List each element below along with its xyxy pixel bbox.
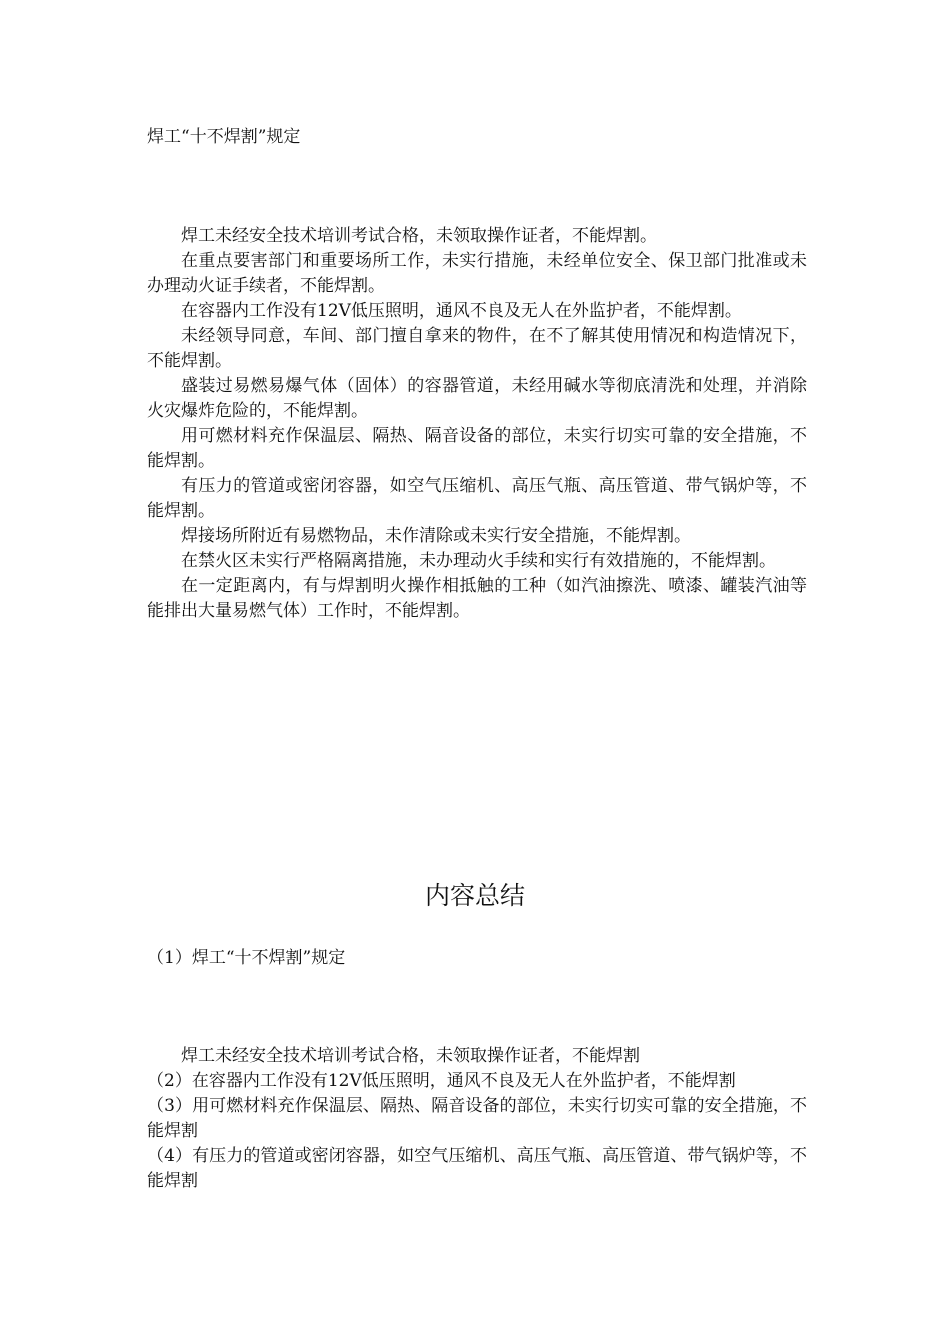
summary-item-4: （4）有压力的管道或密闭容器，如空气压缩机、高压气瓶、高压管道、带气锅炉等，不能焊割 xyxy=(147,1146,807,1191)
rule-item: 用可燃材料充作保温层、隔热、隔音设备的部位，未实行切实可靠的安全措施，不能焊割。 xyxy=(147,426,807,471)
rule-item: 在重点要害部门和重要场所工作，未实行措施，未经单位安全、保卫部门批准或未办理动火证手续者，不能焊割。 xyxy=(147,251,807,296)
summary-item-1: （1）焊工“十不焊割”规定 xyxy=(147,948,346,968)
rule-item: 盛装过易燃易爆气体（固体）的容器管道，未经用碱水等彻底清洗和处理，并消除火灾爆炸危险的，不能焊割。 xyxy=(147,376,807,421)
rule-item: 在禁火区未实行严格隔离措施，未办理动火手续和实行有效措施的，不能焊割。 xyxy=(181,551,776,571)
rule-item: 焊接场所附近有易燃物品，未作清除或未实行安全措施，不能焊割。 xyxy=(181,526,691,546)
rule-item: 在一定距离内，有与焊割明火操作相抵触的工种（如汽油擦洗、喷漆、罐装汽油等能排出大量易燃气体）工作时，不能焊割。 xyxy=(147,576,807,621)
document-title: 焊工“十不焊割”规定 xyxy=(147,127,301,147)
summary-item-2: （2）在容器内工作没有12V低压照明，通风不良及无人在外监护者，不能焊割 xyxy=(147,1071,736,1091)
summary-heading: 内容总结 xyxy=(424,881,525,910)
summary-item-3: （3）用可燃材料充作保温层、隔热、隔音设备的部位，未实行切实可靠的安全措施，不能焊割 xyxy=(147,1096,807,1141)
summary-indented-line: 焊工未经安全技术培训考试合格，未领取操作证者，不能焊割 xyxy=(181,1046,640,1066)
summary-block xyxy=(147,1044,807,1194)
rule-item: 未经领导同意，车间、部门擅自拿来的物件，在不了解其使用情况和构造情况下，不能焊割。 xyxy=(147,326,807,371)
rule-item: 有压力的管道或密闭容器，如空气压缩机、高压气瓶、高压管道、带气锅炉等，不能焊割。 xyxy=(147,476,807,521)
rules-list xyxy=(147,224,807,624)
rule-item: 焊工未经安全技术培训考试合格，未领取操作证者，不能焊割。 xyxy=(181,226,657,246)
rule-item: 在容器内工作没有12V低压照明，通风不良及无人在外监护者，不能焊割。 xyxy=(181,301,742,321)
